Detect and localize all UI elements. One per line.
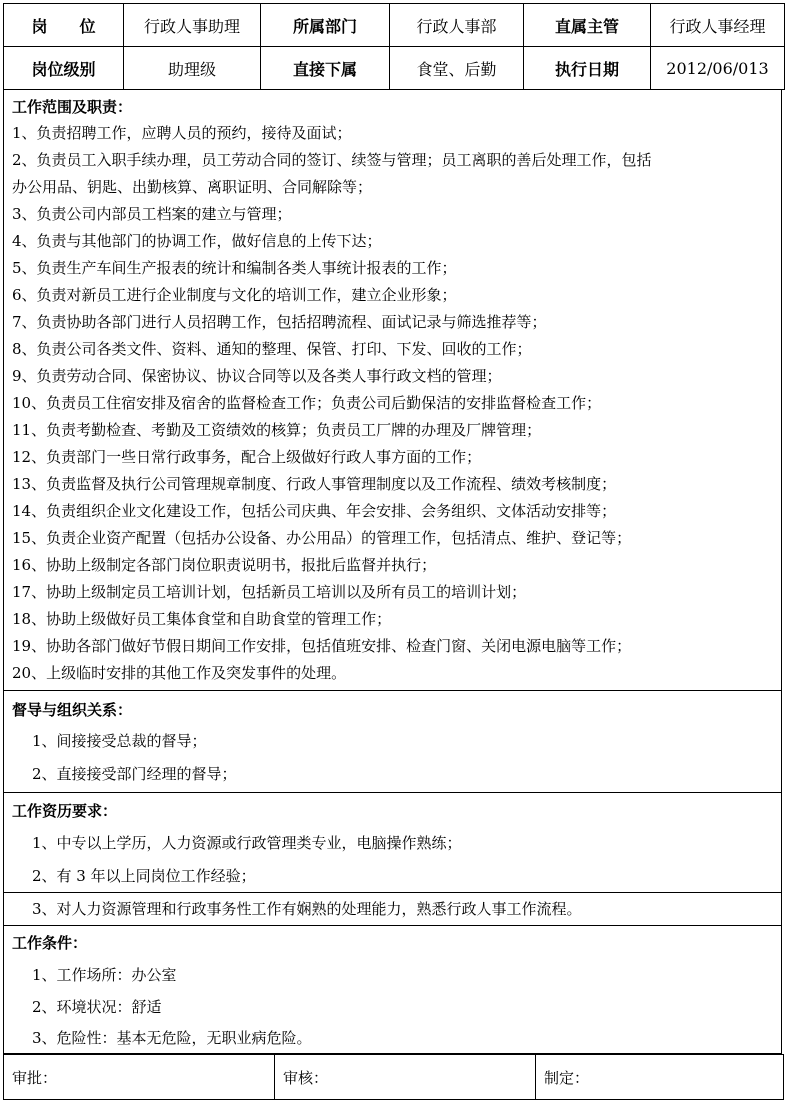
subordinates-value: 食堂、后勤 — [390, 47, 524, 90]
department-value: 行政人事部 — [390, 4, 524, 47]
responsibility-item: 11、负责考勤检查、考勤及工资绩效的核算；负责员工厂牌的办理及厂牌管理； — [12, 421, 542, 439]
responsibilities-section — [3, 90, 782, 691]
qualifications-title: 工作资历要求： — [12, 802, 118, 820]
conditions-section — [3, 926, 782, 1054]
condition-item: 1、工作场所：办公室 — [32, 966, 177, 984]
responsibility-item: 1、负责招聘工作，应聘人员的预约，接待及面试； — [12, 124, 352, 142]
responsibility-item: 14、负责组织企业文化建设工作，包括公司庆典、年会安排、会务组织、文体活动安排等； — [12, 502, 617, 520]
supervisor-value: 行政人事经理 — [651, 4, 785, 47]
responsibility-item: 19、协助各部门做好节假日期间工作安排，包括值班安排、检查门窗、关闭电源电脑等工作； — [12, 637, 632, 655]
responsibility-item: 5、负责生产车间生产报表的统计和编制各类人事统计报表的工作； — [12, 259, 457, 277]
responsibility-item: 10、负责员工住宿安排及宿舍的监督检查工作；负责公司后勤保洁的安排监督检查工作； — [12, 394, 602, 412]
supervision-item: 1、间接接受总裁的督导； — [32, 732, 207, 750]
qualifications-section — [3, 793, 782, 926]
position-label: 岗 位 — [4, 4, 124, 47]
header-table — [3, 3, 785, 90]
subordinates-label: 直接下属 — [261, 47, 390, 90]
condition-item: 3、危险性：基本无危险，无职业病危险。 — [32, 1029, 312, 1047]
responsibility-item: 9、负责劳动合同、保密协议、协议合同等以及各类人事行政文档的管理； — [12, 367, 502, 385]
responsibility-item: 2、负责员工入职手续办理，员工劳动合同的签订、续签与管理；员工离职的善后处理工作，包括 — [12, 151, 652, 169]
responsibilities-title: 工作范围及职责： — [12, 98, 133, 116]
effective-date-value: 2012/06/013 — [651, 47, 785, 90]
responsibility-item: 8、负责公司各类文件、资料、通知的整理、保管、打印、下发、回收的工作； — [12, 340, 532, 358]
responsibility-item: 13、负责监督及执行公司管理规章制度、行政人事管理制度以及工作流程、绩效考核制度； — [12, 475, 617, 493]
supervisor-label: 直属主管 — [524, 4, 651, 47]
responsibility-item: 18、协助上级做好员工集体食堂和自助食堂的管理工作； — [12, 610, 392, 628]
supervision-section — [3, 691, 782, 793]
qualification-item: 3、对人力资源管理和行政事务性工作有娴熟的处理能力，熟悉行政人事工作流程。 — [32, 900, 582, 918]
responsibilities-list — [4, 120, 781, 687]
responsibility-item: 3、负责公司内部员工档案的建立与管理； — [12, 205, 292, 223]
responsibility-item: 7、负责协助各部门进行人员招聘工作，包括招聘流程、面试记录与筛选推荐等； — [12, 313, 547, 331]
conditions-title: 工作条件： — [12, 934, 88, 952]
effective-date-label: 执行日期 — [524, 47, 651, 90]
responsibility-item: 15、负责企业资产配置（包括办公设备、办公用品）的管理工作，包括清点、维护、登记等； — [12, 529, 632, 547]
header-row-2 — [4, 47, 785, 90]
approve-field[interactable]: 审批： — [4, 1055, 275, 1099]
qualification-item: 2、有 3 年以上同岗位工作经验； — [4, 860, 781, 893]
condition-item: 2、环境状况：舒适 — [32, 998, 162, 1016]
qualification-item: 1、中专以上学历，人力资源或行政管理类专业，电脑操作熟练； — [32, 834, 462, 852]
prepare-field[interactable]: 制定： — [544, 1068, 590, 1087]
supervision-item: 2、直接接受部门经理的督导； — [32, 765, 237, 783]
supervision-title: 督导与组织关系： — [12, 701, 133, 719]
department-label: 所属部门 — [261, 4, 390, 47]
header-row-1 — [4, 4, 785, 47]
position-value: 行政人事助理 — [124, 4, 261, 47]
level-value: 助理级 — [124, 47, 261, 90]
review-field[interactable]: 审核： — [275, 1055, 536, 1099]
responsibility-item: 6、负责对新员工进行企业制度与文化的培训工作，建立企业形象； — [12, 286, 457, 304]
responsibility-item: 16、协助上级制定各部门岗位职责说明书，报批后监督并执行； — [12, 556, 437, 574]
responsibility-item: 17、协助上级制定员工培训计划，包括新员工培训以及所有员工的培训计划； — [12, 583, 527, 601]
level-label: 岗位级别 — [4, 47, 124, 90]
responsibility-item: 12、负责部门一些日常行政事务，配合上级做好行政人事方面的工作； — [12, 448, 482, 466]
responsibility-item: 办公用品、钥匙、出勤核算、离职证明、合同解除等； — [12, 178, 373, 196]
responsibility-item: 4、负责与其他部门的协调工作，做好信息的上传下达； — [12, 232, 382, 250]
signature-row — [3, 1054, 784, 1100]
responsibility-item: 20、上级临时安排的其他工作及突发事件的处理。 — [12, 664, 347, 682]
